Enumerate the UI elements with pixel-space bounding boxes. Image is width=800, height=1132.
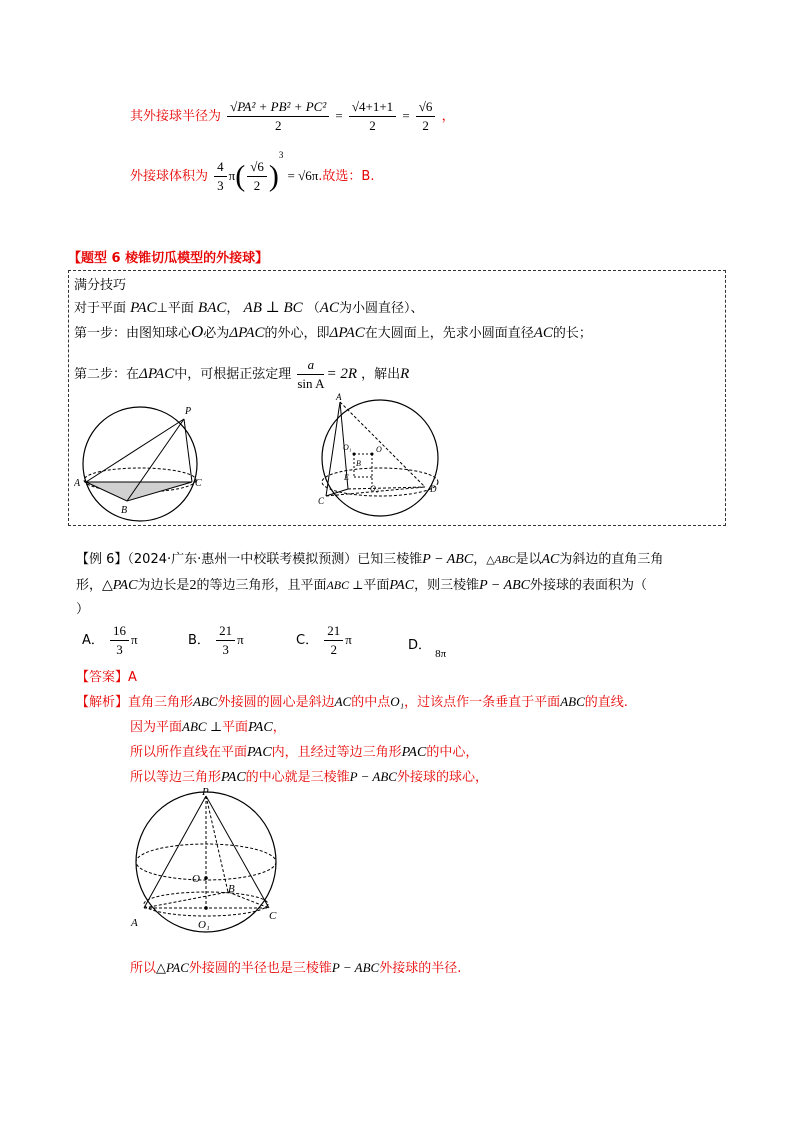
frac3-numerator: √6 [416, 98, 436, 117]
frac1-numerator: √PA² + PB² + PC² [227, 98, 329, 117]
line1-end: ， [441, 109, 455, 124]
frac2-numerator: √4+1+1 [349, 98, 396, 117]
option-a-num: 16 [110, 622, 129, 641]
example-t2: 是以 [515, 552, 542, 567]
example-l2-a: 形， [76, 578, 103, 593]
fig3-label-a: A [131, 917, 138, 929]
tips-line-1 [74, 297, 423, 317]
example-line-2 [76, 574, 647, 594]
fig3-point-o1 [204, 906, 208, 910]
fig2-label-b: B [356, 459, 361, 468]
analysis-l3-c: 的中心， [426, 745, 479, 760]
section-title: 【题型 6 棱锥切瓜模型的外接球】 [68, 251, 269, 266]
example-two: 2 [189, 578, 197, 593]
option-b-fraction [216, 622, 235, 659]
example-l2-abc: ABC ⊥ [326, 578, 364, 592]
choose-b: .故选：B. [318, 169, 375, 184]
example-l2-d: 平面 [363, 578, 390, 593]
fig1-label-b: B [121, 505, 128, 516]
analysis-l5-a: 所以 [130, 961, 157, 976]
tips-l2-o: O [191, 322, 204, 341]
paren-frac-numerator: √6 [247, 158, 267, 177]
tips-l1-i: 为小圆直径）、 [338, 301, 424, 316]
fig3-edge-pa [144, 796, 206, 908]
example-tag: 【例 6】 [76, 552, 128, 567]
volume-fraction [214, 158, 227, 195]
solution-volume-line: 外接球体积为 $\frac{4}{3}$ π( $\frac{√6}{2}$ )$^3$ = √6π.故选：B. [130, 150, 375, 193]
example-l2-b: 为边长是 [137, 578, 190, 593]
tips-l2-a: 第一步：由图知球心 [74, 326, 192, 341]
tips-l1-a: 对于平面 [74, 301, 127, 316]
tips-l2-ac: AC [533, 325, 553, 341]
analysis-l5-c: 外接球的半径. [379, 961, 462, 976]
tips-heading: 满分技巧 [74, 278, 127, 293]
example-l2-pabc: P − ABC [479, 578, 531, 593]
tips-l1-ac: AC [319, 300, 339, 316]
tips-l2-g: 在大圆面上，先求小圆面直径 [364, 326, 534, 341]
example-tri-abc: △ABC [486, 554, 516, 566]
option-b-den: 3 [222, 642, 229, 657]
analysis-l1-abc2: ABC [560, 694, 585, 709]
frac3-denominator: 2 [422, 118, 429, 133]
analysis-l1-b: 外接圆的圆心是斜边 [217, 695, 335, 710]
figure-sphere-triangle-2 [310, 392, 450, 524]
pi-symbol: π [228, 168, 236, 183]
answer-line [76, 666, 137, 685]
example-l2-f: 外接球的表面积为（ [530, 578, 648, 593]
fig2-label-d: D [430, 484, 437, 494]
analysis-line-5 [130, 957, 461, 976]
analysis-l4-c: 外接球的球心， [396, 770, 488, 785]
analysis-line-2 [130, 716, 286, 736]
fig1-base-triangle [86, 482, 192, 501]
option-a-fraction [110, 622, 129, 659]
exponent: 3 [278, 150, 284, 160]
analysis-l2-abc: ABC ⊥ [182, 719, 223, 734]
analysis-label: 【解析】 [76, 695, 129, 710]
analysis-line-4 [130, 766, 488, 786]
tips-l2-i: 的长； [552, 326, 592, 341]
example-pabc: P − ABC [422, 552, 474, 567]
analysis-l3-pac2: PAC [401, 745, 427, 760]
answer-label: 【答案】 [76, 670, 129, 685]
analysis-l4-b: 的中心就是三棱锥 [245, 770, 350, 785]
example-line-3: ） [76, 602, 90, 617]
fig3-edge-ab [144, 892, 228, 908]
paren-frac-denominator: 2 [253, 178, 261, 193]
analysis-l1-o1: O₁ [390, 694, 405, 709]
analysis-l5-b: 外接圆的半径也是三棱锥 [188, 961, 332, 976]
tips-l1-perp: AB ⊥ BC [243, 300, 303, 316]
tips-l2-c: 必为 [203, 326, 230, 341]
tips-l1-g: （ [306, 301, 320, 316]
figure-sphere-3 [126, 786, 286, 946]
example-l2-e: ，则三棱锥 [414, 578, 480, 593]
volume-result: = √6π [287, 168, 319, 183]
fig1-label-c: C [195, 478, 202, 489]
fig2-label-a: A [336, 392, 342, 402]
option-b-label: B． [188, 633, 210, 648]
fig1-edge-pa [86, 419, 184, 482]
analysis-l1-ac: AC [334, 694, 352, 709]
tips-l3-pac: ΔPAC [139, 366, 175, 382]
fig2-point-o [371, 453, 374, 456]
fig2-label-o1: O₁ [343, 443, 352, 452]
analysis-l1-a: 直角三角形 [128, 695, 194, 710]
option-d-value: 8π [435, 648, 447, 660]
fig2-point-o1 [353, 453, 356, 456]
tips-l3-d: ，解出 [361, 367, 401, 382]
tips-l3-a: 第二步：在 [74, 367, 140, 382]
fig1-label-a: A [74, 478, 81, 489]
analysis-l1-e: 的直线. [584, 695, 628, 710]
option-c-den: 2 [330, 642, 337, 657]
option-c[interactable] [296, 622, 352, 659]
radius-fraction-1 [227, 98, 329, 135]
analysis-l2-c: ， [272, 720, 286, 735]
fig1-label-p: P [185, 406, 192, 417]
tips-l1-bac: BAC [198, 300, 227, 316]
example-t3: 为斜边的直角三角 [559, 552, 664, 567]
fig3-label-p: P [202, 786, 209, 798]
example-source: （2024·广东·惠州一中校联考模拟预测）已知三棱锥 [127, 552, 423, 567]
volume-frac-denominator: 3 [217, 178, 224, 193]
frac1-denominator: 2 [274, 118, 282, 133]
fig2-edge-ad [340, 402, 425, 487]
sine-law-num: a [297, 356, 324, 375]
tips-l1-c: ⊥平面 [156, 301, 194, 316]
analysis-l1-abc: ABC [193, 694, 218, 709]
tips-line-2 [74, 322, 592, 342]
tips-line-3 [74, 356, 409, 393]
analysis-l4-a: 所以等边三角形 [130, 770, 222, 785]
analysis-l3-pac: PAC [247, 745, 272, 760]
tips-l2-e: 的外心，即 [264, 326, 330, 341]
analysis-l5-pabc: P − ABC [331, 960, 380, 975]
option-a-den: 3 [116, 642, 123, 657]
fig2-label-c: C [318, 496, 325, 506]
analysis-l5-tri: △PAC [156, 960, 189, 975]
analysis-l4-pabc: P − ABC [349, 769, 397, 784]
analysis-l2-b: 平面 [222, 720, 249, 735]
option-a-label: A． [82, 633, 104, 648]
option-a-pi: π [131, 632, 138, 647]
tips-l3-c: 中，可根据正弦定理 [174, 367, 292, 382]
tips-l2-pac: ΔPAC [229, 325, 265, 341]
sine-law-fraction [297, 356, 324, 393]
option-b-num: 21 [216, 622, 235, 641]
option-c-pi: π [345, 632, 352, 647]
example-tri-pac: △PAC [102, 578, 138, 593]
example-line-1 [76, 548, 663, 568]
tips-l2-pac2: ΔPAC [329, 325, 365, 341]
analysis-l4-pac: PAC [221, 770, 246, 785]
option-b-pi: π [237, 632, 244, 647]
figure-sphere-triangle-1 [74, 400, 204, 526]
equals-sign: = [335, 108, 343, 123]
example-t1: ， [473, 552, 487, 567]
analysis-l3-a: 所以所作直线在平面 [130, 745, 248, 760]
fig3-label-b: B [228, 883, 235, 895]
volume-label: 外接球体积为 [130, 169, 209, 184]
fig3-edge-pc [206, 796, 269, 908]
fig2-label-e: E [344, 473, 349, 482]
analysis-l2-a: 因为平面 [130, 720, 183, 735]
fig3-point-o [204, 876, 208, 880]
example-l2-pac: PAC [389, 578, 415, 593]
fig2-label-o: O [376, 445, 382, 454]
option-c-fraction [324, 622, 343, 659]
radius-fraction-3 [416, 98, 436, 135]
radius-fraction-2 [349, 98, 396, 135]
option-c-num: 21 [324, 622, 343, 641]
option-d-label: D． [408, 638, 432, 653]
paren-fraction [247, 158, 267, 195]
answer-value: A [128, 670, 137, 685]
solution-radius-line [130, 98, 455, 135]
frac2-denominator: 2 [369, 118, 376, 133]
radius-label: 其外接球半径为 [130, 109, 222, 124]
volume-frac-numerator: 4 [214, 158, 227, 177]
analysis-l3-b: 内，且经过等边三角形 [271, 745, 402, 760]
option-a[interactable] [82, 622, 138, 659]
example-l2-c: 的等边三角形，且平面 [196, 578, 327, 593]
analysis-l1-c: 的中点 [351, 695, 391, 710]
example-ac: AC [541, 552, 560, 567]
fig3-label-o: O [192, 873, 200, 885]
option-b[interactable] [188, 622, 244, 659]
sine-law-eq: = 2R [326, 366, 358, 382]
fig2-circle [322, 400, 438, 516]
analysis-l1-d: ，过该点作一条垂直于平面 [404, 695, 561, 710]
option-c-label: C． [296, 633, 319, 648]
tips-l1-pac: PAC [130, 300, 157, 316]
analysis-line-1 [76, 691, 628, 710]
fig2-edge-ac [326, 402, 340, 496]
analysis-l2-pac: PAC [248, 720, 273, 735]
equals-sign-2: = [402, 108, 410, 123]
tips-l3-r: R [400, 366, 410, 382]
sine-law-den: sin A [297, 376, 325, 391]
fig2-label-o2: O₂ [370, 484, 379, 493]
fig3-label-o1: O₁ [198, 919, 210, 931]
tips-l1-e: ， [226, 301, 240, 316]
analysis-line-3 [130, 741, 478, 761]
fig3-label-c: C [269, 910, 277, 922]
